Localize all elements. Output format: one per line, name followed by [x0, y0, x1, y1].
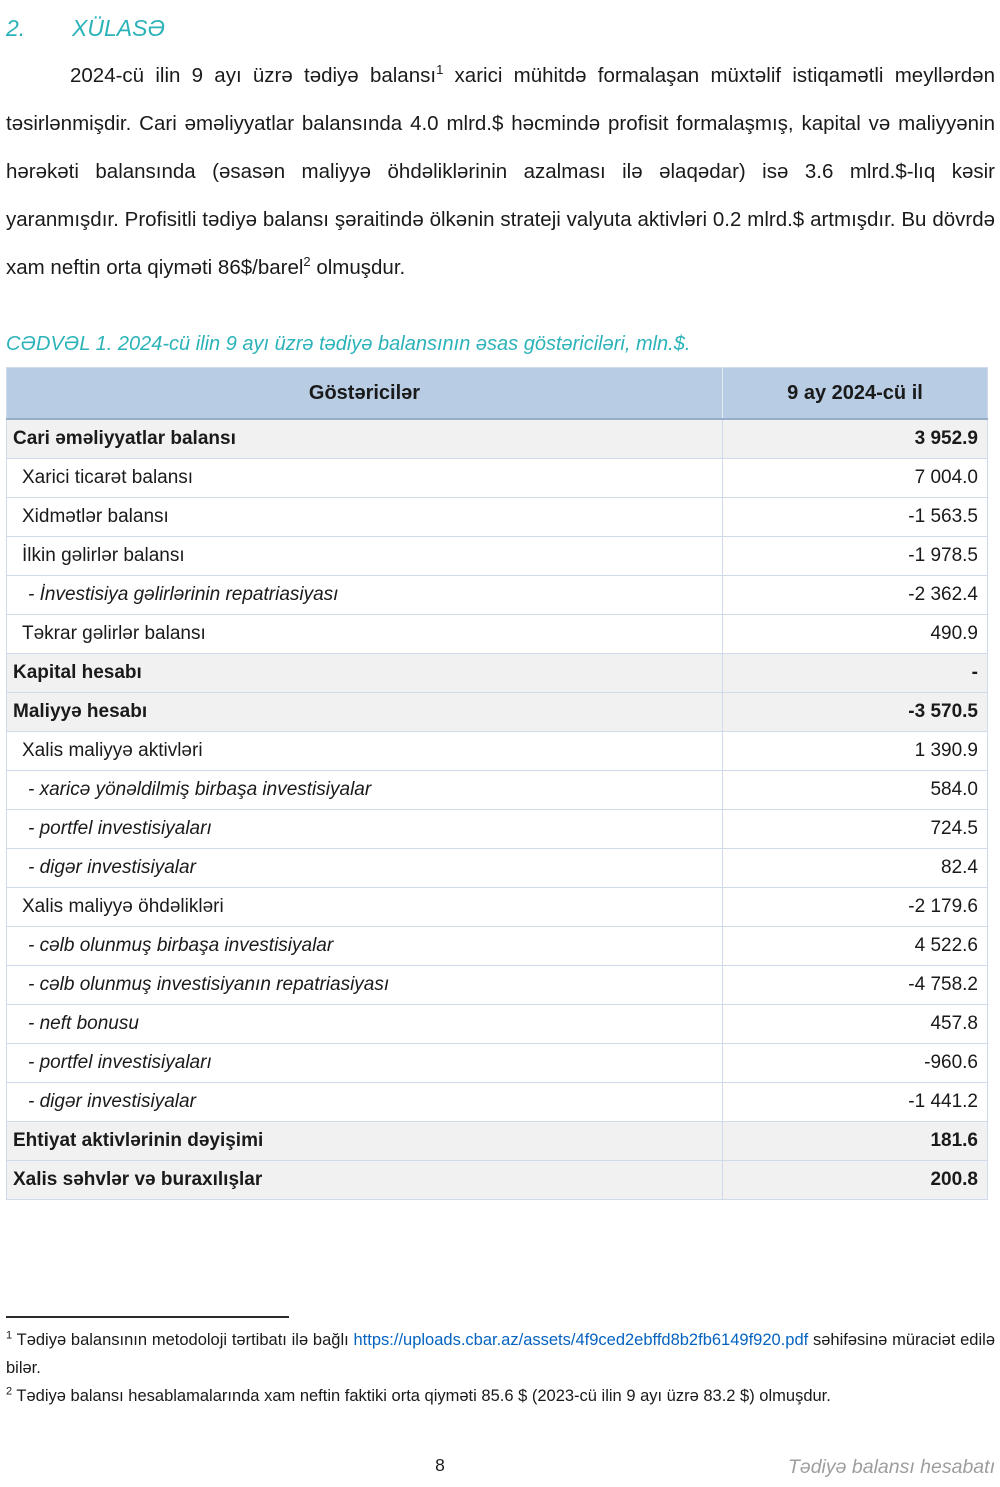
- table-row: [7, 966, 988, 1005]
- row-label: Xalis maliyyə öhdəlikləri: [7, 888, 723, 927]
- footnote-1-marker: 1: [6, 1329, 13, 1342]
- table-body: [7, 419, 988, 1200]
- table-row: [7, 771, 988, 810]
- paragraph-text-part3: olmuşdur.: [310, 256, 406, 279]
- row-value: -960.6: [723, 1044, 988, 1083]
- table-row: [7, 810, 988, 849]
- footnote-2: [6, 1382, 995, 1410]
- footnote-ref-1: 1: [436, 62, 444, 78]
- row-value: 724.5: [723, 810, 988, 849]
- row-value: 1 390.9: [723, 732, 988, 771]
- row-value: -1 563.5: [723, 498, 988, 537]
- table-row: [7, 459, 988, 498]
- row-value: -4 758.2: [723, 966, 988, 1005]
- row-label: İlkin gəlirlər balansı: [7, 537, 723, 576]
- row-value: 584.0: [723, 771, 988, 810]
- footnote-1-link[interactable]: https://uploads.cbar.az/assets/4f9ced2ebffd8b2fb6149f920.pdf: [353, 1331, 809, 1349]
- table-row: [7, 1044, 988, 1083]
- footnote-separator: [6, 1316, 289, 1318]
- row-label: Xalis səhvlər və buraxılışlar: [7, 1161, 723, 1200]
- section-number: 2.: [6, 15, 26, 41]
- row-value: 457.8: [723, 1005, 988, 1044]
- row-label: - portfel investisiyaları: [7, 1044, 723, 1083]
- row-label: Xalis maliyyə aktivləri: [7, 732, 723, 771]
- row-label: Maliyyə hesabı: [7, 693, 723, 732]
- row-label: - İnvestisiya gəlirlərinin repatriasiyası: [7, 576, 723, 615]
- table-row: [7, 1005, 988, 1044]
- row-label: - portfel investisiyaları: [7, 810, 723, 849]
- section-title: XÜLASƏ: [72, 15, 166, 41]
- footnote-1: [6, 1326, 995, 1382]
- row-label: Cari əməliyyatlar balansı: [7, 419, 723, 459]
- row-value: 4 522.6: [723, 927, 988, 966]
- summary-paragraph: [6, 52, 995, 292]
- footnote-2-marker: 2: [6, 1385, 13, 1398]
- column-header-period: 9 ay 2024-cü il: [723, 368, 988, 420]
- page-footer: [6, 1455, 995, 1481]
- table-row: [7, 615, 988, 654]
- row-value: -1 441.2: [723, 1083, 988, 1122]
- table-row: [7, 498, 988, 537]
- row-label: Təkrar gəlirlər balansı: [7, 615, 723, 654]
- table-row: [7, 537, 988, 576]
- row-value: -: [723, 654, 988, 693]
- row-value: -2 362.4: [723, 576, 988, 615]
- row-value: -3 570.5: [723, 693, 988, 732]
- balance-of-payments-table: [6, 367, 988, 1200]
- table-row: [7, 732, 988, 771]
- row-value: -2 179.6: [723, 888, 988, 927]
- paragraph-text-part1: 2024-cü ilin 9 ayı üzrə tədiyə balansı: [70, 64, 437, 87]
- footnote-ref-2: 2: [303, 254, 311, 270]
- row-value: 181.6: [723, 1122, 988, 1161]
- table-row: [7, 693, 988, 732]
- footnote-2-text: Tədiyə balansı hesablamalarında xam neftin faktiki orta qiyməti 85.6 $ (2023-cü ilin 9 ayı üzrə 83.2 $) olmuşdur.: [12, 1387, 831, 1405]
- footer-report-title: Tədiyə balansı hesabatı: [787, 1456, 995, 1478]
- row-label: - cəlb olunmuş investisiyanın repatriasiyası: [7, 966, 723, 1005]
- row-label: - neft bonusu: [7, 1005, 723, 1044]
- table-row: [7, 849, 988, 888]
- row-label: Ehtiyat aktivlərinin dəyişimi: [7, 1122, 723, 1161]
- row-value: 3 952.9: [723, 419, 988, 459]
- row-label: Xidmətlər balansı: [7, 498, 723, 537]
- table-header-row: [7, 368, 988, 420]
- row-label: - cəlb olunmuş birbaşa investisiyalar: [7, 927, 723, 966]
- row-value: 200.8: [723, 1161, 988, 1200]
- table-row: [7, 576, 988, 615]
- table-row: [7, 888, 988, 927]
- table-caption: CƏDVƏL 1. 2024-cü ilin 9 ayı üzrə tədiyə balansının əsas göstəriciləri, mln.$.: [6, 333, 691, 355]
- row-value: 82.4: [723, 849, 988, 888]
- page-number: 8: [435, 1455, 445, 1475]
- row-value: -1 978.5: [723, 537, 988, 576]
- table-row: [7, 1122, 988, 1161]
- table-row: [7, 1161, 988, 1200]
- paragraph-text-part2: xarici mühitdə formalaşan müxtəlif istiqamətli meyllərdən təsirlənmişdir. Cari əməliyyatlar balansında 4.0 mlrd.$ həcmində profisit formalaşmış, kapital və maliyyənin hərəkəti balansında (əsasən maliyyə öhdəliklərinin azalması ilə əlaqədar) isə 3.6 mlrd.$-lıq kəsir yaranmışdır. Profisitli tədiyə balansı şəraitində ölkənin strateji valyuta aktivləri 0.2 mlrd.$ artmışdır. Bu dövrdə xam neftin orta qiyməti 86$/barel: [6, 64, 995, 279]
- row-label: - digər investisiyalar: [7, 849, 723, 888]
- footnote-1-text-before: Tədiyə balansının metodoloji tərtibatı ilə bağlı: [12, 1331, 354, 1349]
- row-label: Xarici ticarət balansı: [7, 459, 723, 498]
- table-row: [7, 419, 988, 459]
- table-row: [7, 654, 988, 693]
- column-header-indicators: Göstəricilər: [7, 368, 723, 420]
- row-value: 490.9: [723, 615, 988, 654]
- table-row: [7, 1083, 988, 1122]
- table-row: [7, 927, 988, 966]
- row-label: - digər investisiyalar: [7, 1083, 723, 1122]
- section-heading: [6, 14, 995, 42]
- row-label: - xaricə yönəldilmiş birbaşa investisiyalar: [7, 771, 723, 810]
- row-value: 7 004.0: [723, 459, 988, 498]
- footnote-1-text-after: səhifəsinə müraciət edilə bilər.: [6, 1331, 995, 1377]
- row-label: Kapital hesabı: [7, 654, 723, 693]
